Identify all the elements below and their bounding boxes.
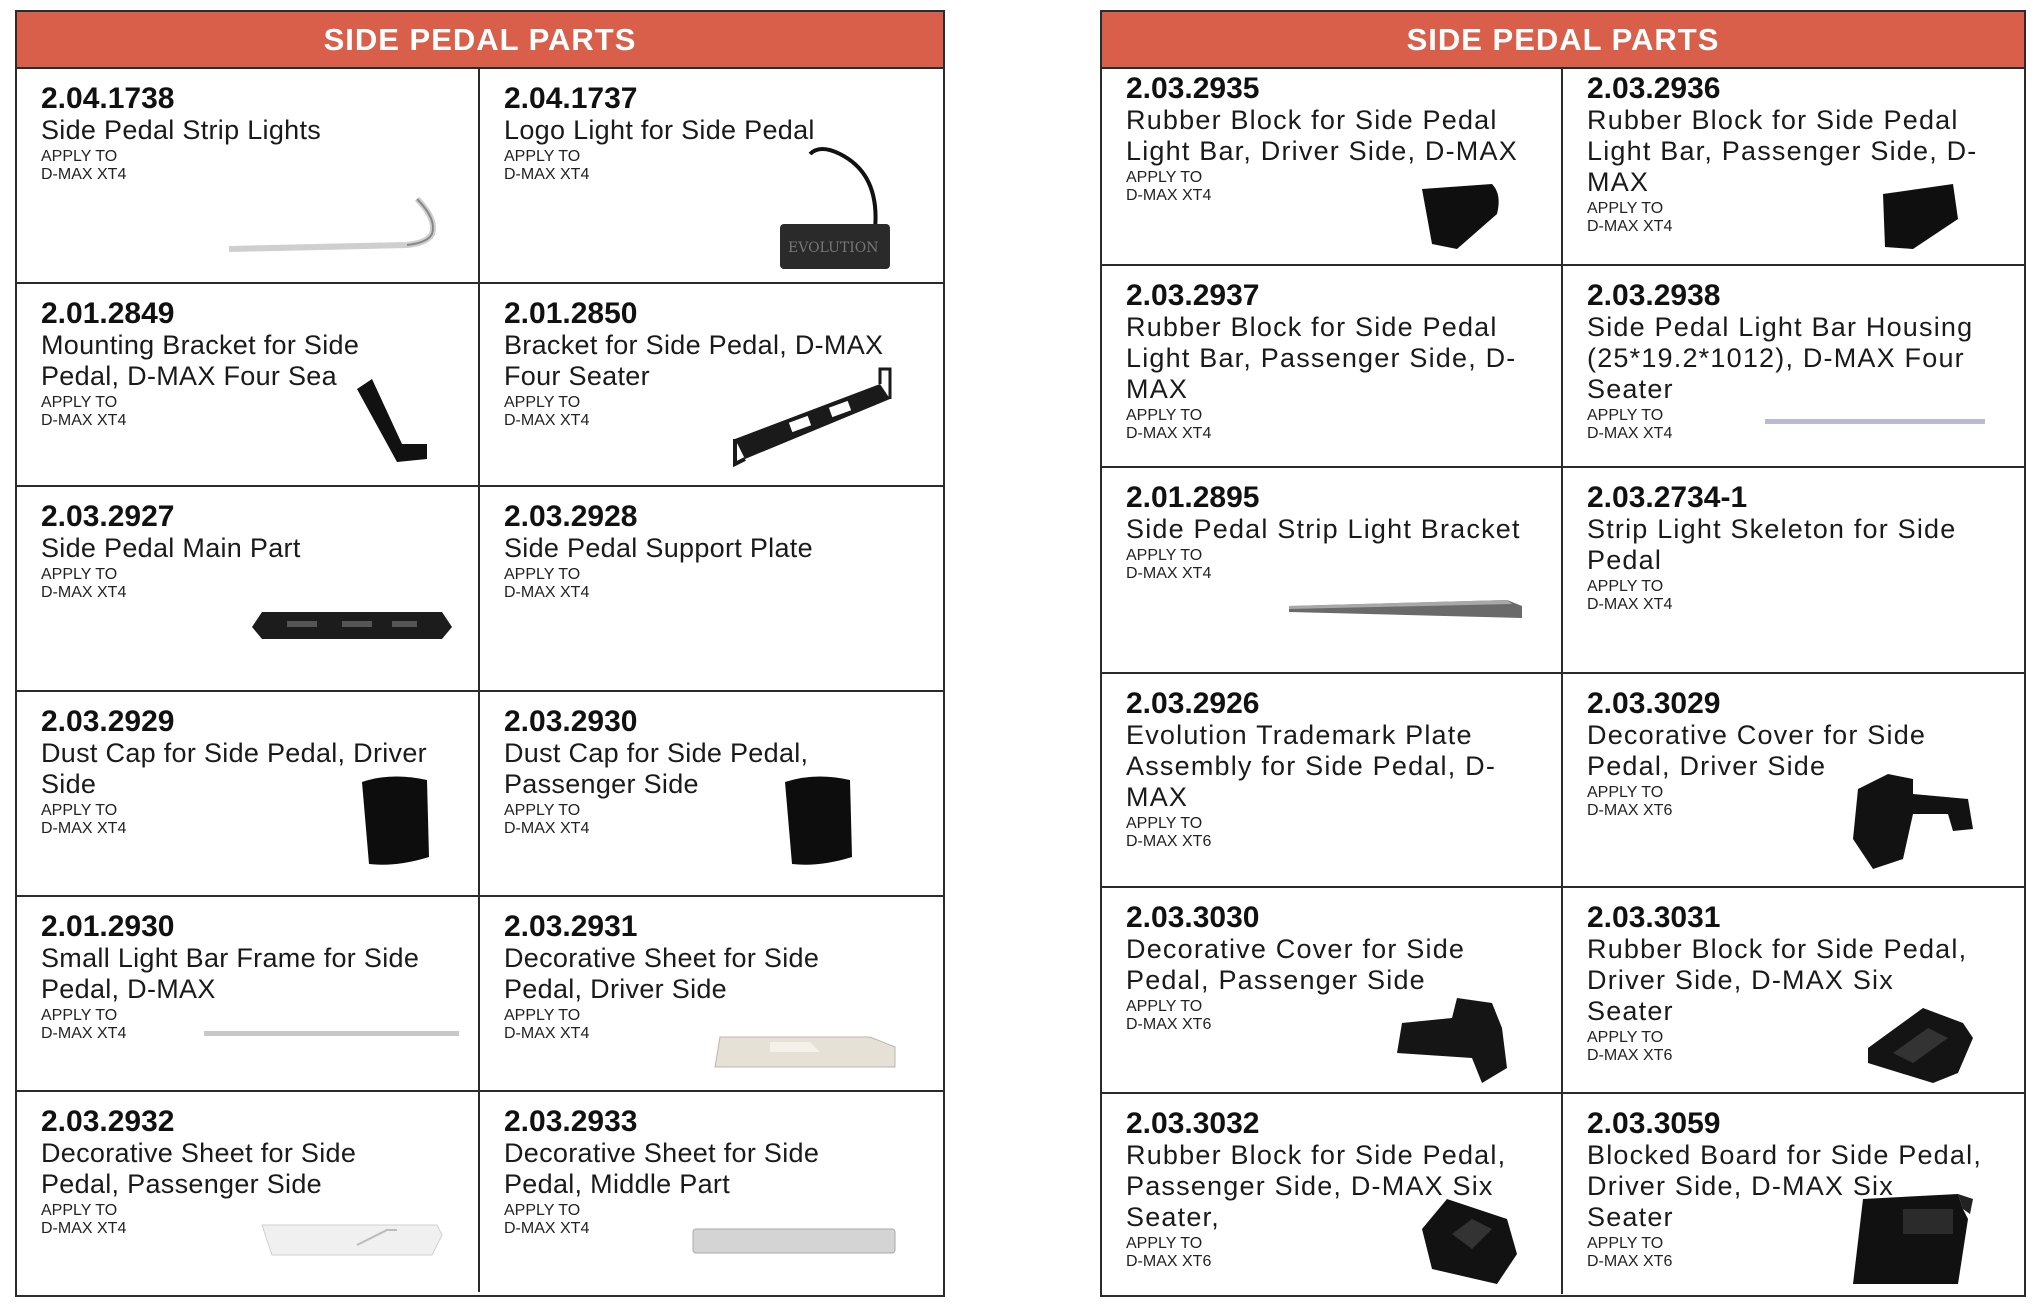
part-card <box>1102 1094 1563 1294</box>
decorative-cover-icon <box>1843 769 1983 879</box>
part-name: Bracket for Side Pedal, D-MAX Four Seater <box>504 330 884 391</box>
logo-light-icon <box>770 144 900 274</box>
part-name: Decorative Sheet for Side Pedal, Middle Part <box>504 1138 820 1199</box>
part-code: 2.03.2926 <box>1126 687 1260 720</box>
part-name: Decorative Cover for Side Pedal, Driver Side <box>1587 720 1927 781</box>
dust-cap-icon <box>780 772 860 872</box>
part-card <box>480 284 943 487</box>
model-label: D-MAX XT4 <box>504 820 590 837</box>
part-name: Dust Cap for Side Pedal, Driver Side <box>41 738 427 799</box>
part-code: 2.03.2931 <box>504 910 638 943</box>
model-label: D-MAX XT6 <box>1587 1253 1673 1270</box>
part-name: Evolution Trademark Plate Assembly for Side Pedal, D-MAX <box>1126 720 1497 812</box>
part-code: 2.01.2895 <box>1126 481 1260 514</box>
part-card <box>1563 1094 2024 1294</box>
apply-label: APPLY TO <box>1587 407 1664 424</box>
part-name: Decorative Cover for Side Pedal, Passenger Side <box>1126 934 1466 995</box>
part-code: 2.01.2849 <box>41 297 175 330</box>
part-code: 2.03.2927 <box>41 500 175 533</box>
apply-label: APPLY TO <box>1587 1235 1664 1252</box>
rubber-block-icon <box>1417 1194 1527 1289</box>
part-name: Decorative Sheet for Side Pedal, Driver Side <box>504 943 820 1004</box>
model-label: D-MAX XT4 <box>1587 425 1673 442</box>
decorative-sheet-icon <box>710 1032 900 1072</box>
part-name: Dust Cap for Side Pedal, Passenger Side <box>504 738 809 799</box>
part-code: 2.03.2734-1 <box>1587 481 1748 514</box>
part-name: Side Pedal Main Part <box>41 533 301 563</box>
model-label: D-MAX XT4 <box>41 584 127 601</box>
model-label: D-MAX XT6 <box>1126 1016 1212 1033</box>
strip-light-icon <box>227 179 447 259</box>
part-card <box>17 1092 480 1292</box>
part-name: Rubber Block for Side Pedal Light Bar, Driver Side, D-MAX <box>1126 105 1518 166</box>
apply-label: APPLY TO <box>41 566 118 583</box>
part-code: 2.03.3031 <box>1587 901 1721 934</box>
part-name: Decorative Sheet for Side Pedal, Passenger Side <box>41 1138 357 1199</box>
part-card <box>480 1092 943 1292</box>
part-code: 2.03.3030 <box>1126 901 1260 934</box>
model-label: D-MAX XT4 <box>1587 218 1673 235</box>
parts-grid <box>1102 69 2024 1294</box>
apply-label: APPLY TO <box>504 1202 581 1219</box>
mounting-bracket-icon <box>347 374 437 474</box>
part-card <box>1563 468 2024 674</box>
pedal-main-part-icon <box>247 607 457 647</box>
part-code: 2.03.2938 <box>1587 279 1721 312</box>
apply-label: APPLY TO <box>1587 578 1664 595</box>
apply-label: APPLY TO <box>1126 169 1203 186</box>
model-label: D-MAX XT6 <box>1587 802 1673 819</box>
apply-label: APPLY TO <box>41 1202 118 1219</box>
model-label: D-MAX XT4 <box>41 1220 127 1237</box>
part-card <box>480 897 943 1092</box>
part-name: Rubber Block for Side Pedal, Passenger Side, D-MAX Six Seater, <box>1126 1140 1507 1232</box>
apply-label: APPLY TO <box>1126 407 1203 424</box>
part-code: 2.03.2930 <box>504 705 638 738</box>
part-card <box>1102 69 1563 266</box>
apply-label: APPLY TO <box>41 148 118 165</box>
model-label: D-MAX XT4 <box>1126 425 1212 442</box>
apply-label: APPLY TO <box>1587 1029 1664 1046</box>
apply-label: APPLY TO <box>1126 815 1203 832</box>
model-label: D-MAX XT4 <box>1587 596 1673 613</box>
part-code: 2.03.2937 <box>1126 279 1260 312</box>
model-label: D-MAX XT6 <box>1126 833 1212 850</box>
model-label: D-MAX XT6 <box>1126 1253 1212 1270</box>
part-card <box>17 69 480 284</box>
light-bar-frame-icon <box>202 1027 462 1041</box>
part-card <box>1563 888 2024 1094</box>
part-code: 2.03.2935 <box>1126 72 1260 105</box>
part-code: 2.03.3032 <box>1126 1107 1260 1140</box>
decorative-cover-icon <box>1392 988 1522 1088</box>
blocked-board-icon <box>1848 1189 1978 1289</box>
part-card <box>1563 674 2024 888</box>
part-name: Blocked Board for Side Pedal, Driver Side, D-MAX Six Seater <box>1587 1140 1983 1232</box>
apply-label: APPLY TO <box>1126 1235 1203 1252</box>
part-card <box>17 487 480 692</box>
pedal-bracket-icon <box>730 364 900 474</box>
part-name: Side Pedal Strip Light Bracket <box>1126 514 1521 544</box>
rubber-block-icon <box>1863 998 1988 1088</box>
part-card <box>480 692 943 897</box>
part-card <box>17 284 480 487</box>
part-code: 2.03.2936 <box>1587 72 1721 105</box>
part-code: 2.03.2933 <box>504 1105 638 1138</box>
apply-label: APPLY TO <box>41 394 118 411</box>
panel-title: SIDE PEDAL PARTS <box>1102 12 2024 69</box>
middle-sheet-icon <box>690 1225 900 1257</box>
part-code: 2.01.2930 <box>41 910 175 943</box>
part-code: 2.03.3029 <box>1587 687 1721 720</box>
part-code: 2.04.1737 <box>504 82 638 115</box>
model-label: D-MAX XT4 <box>504 166 590 183</box>
apply-label: APPLY TO <box>504 566 581 583</box>
part-card <box>1563 266 2024 468</box>
strip-light-bracket-icon <box>1287 596 1527 626</box>
part-card <box>480 487 943 692</box>
dust-cap-icon <box>357 772 437 872</box>
part-name: Small Light Bar Frame for Side Pedal, D-MAX <box>41 943 420 1004</box>
part-code: 2.01.2850 <box>504 297 638 330</box>
model-label: D-MAX XT4 <box>504 1220 590 1237</box>
apply-label: APPLY TO <box>1587 784 1664 801</box>
apply-label: APPLY TO <box>1126 547 1203 564</box>
part-code: 2.03.2932 <box>41 1105 175 1138</box>
model-label: D-MAX XT6 <box>1587 1047 1673 1064</box>
model-label: D-MAX XT4 <box>504 1025 590 1042</box>
model-label: D-MAX XT4 <box>41 412 127 429</box>
right-parts-panel <box>1100 10 2026 1297</box>
part-name: Rubber Block for Side Pedal Light Bar, Passenger Side, D-MAX <box>1587 105 1978 197</box>
rubber-block-icon <box>1417 179 1507 254</box>
part-name: Logo Light for Side Pedal <box>504 115 815 145</box>
part-name: Rubber Block for Side Pedal Light Bar, Passenger Side, D-MAX <box>1126 312 1517 404</box>
part-card <box>480 69 943 284</box>
light-bar-housing-icon <box>1763 416 1988 428</box>
part-card <box>1102 266 1563 468</box>
part-card <box>1102 674 1563 888</box>
left-parts-panel <box>15 10 945 1297</box>
apply-label: APPLY TO <box>504 802 581 819</box>
model-label: D-MAX XT4 <box>41 820 127 837</box>
part-name: Side Pedal Light Bar Housing (25*19.2*1012), D-MAX Four Seater <box>1587 312 1974 404</box>
part-card <box>1102 888 1563 1094</box>
model-label: D-MAX XT4 <box>1126 187 1212 204</box>
part-name: Side Pedal Support Plate <box>504 533 813 563</box>
part-code: 2.03.3059 <box>1587 1107 1721 1140</box>
parts-grid <box>17 69 943 1292</box>
model-label: D-MAX XT4 <box>504 584 590 601</box>
part-card <box>17 692 480 897</box>
part-name: Rubber Block for Side Pedal, Driver Side, D-MAX Six Seater <box>1587 934 1968 1026</box>
model-label: D-MAX XT4 <box>41 166 127 183</box>
apply-label: APPLY TO <box>41 1007 118 1024</box>
part-card <box>1563 69 2024 266</box>
model-label: D-MAX XT4 <box>1126 565 1212 582</box>
rubber-block-icon <box>1873 179 1963 254</box>
apply-label: APPLY TO <box>41 802 118 819</box>
logo-text: EVOLUTION <box>788 240 879 256</box>
model-label: D-MAX XT4 <box>504 412 590 429</box>
part-code: 2.03.2929 <box>41 705 175 738</box>
part-code: 2.03.2928 <box>504 500 638 533</box>
apply-label: APPLY TO <box>504 1007 581 1024</box>
panel-title: SIDE PEDAL PARTS <box>17 12 943 69</box>
model-label: D-MAX XT4 <box>41 1025 127 1042</box>
part-card <box>17 897 480 1092</box>
part-name: Mounting Bracket for Side Pedal, D-MAX Four Sea <box>41 330 360 391</box>
part-name: Side Pedal Strip Lights <box>41 115 322 145</box>
apply-label: APPLY TO <box>1587 200 1664 217</box>
part-card <box>1102 468 1563 674</box>
part-code: 2.04.1738 <box>41 82 175 115</box>
apply-label: APPLY TO <box>504 148 581 165</box>
apply-label: APPLY TO <box>504 394 581 411</box>
part-name: Strip Light Skeleton for Side Pedal <box>1587 514 1957 575</box>
decorative-sheet-icon <box>257 1220 447 1260</box>
apply-label: APPLY TO <box>1126 998 1203 1015</box>
